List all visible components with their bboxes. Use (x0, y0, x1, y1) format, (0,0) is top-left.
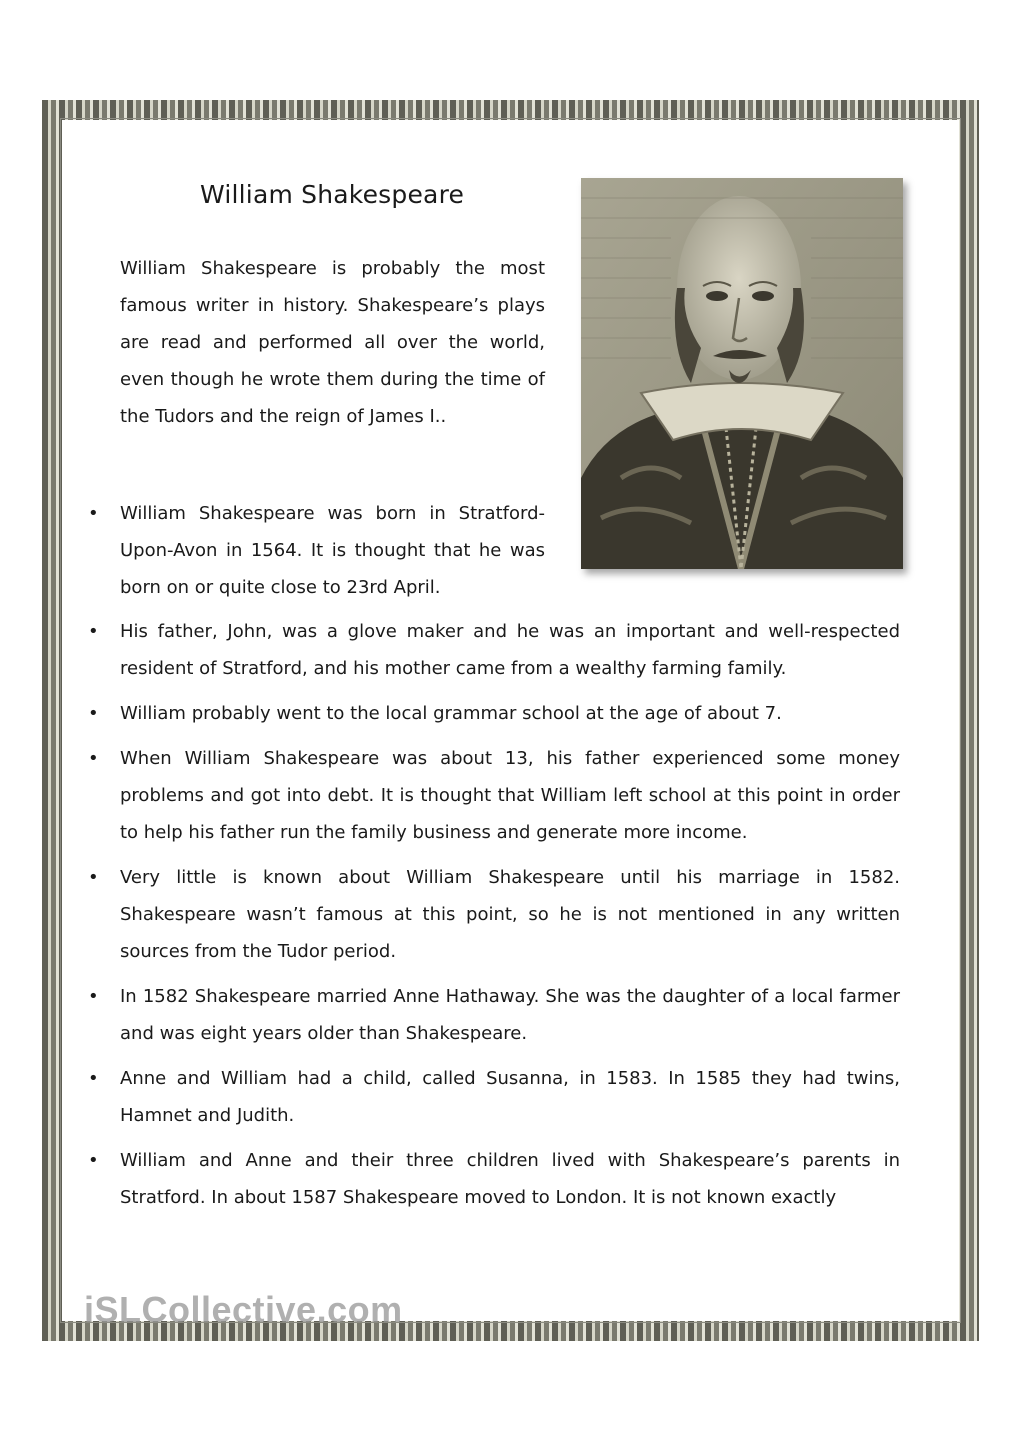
list-item: • His father, John, was a glove maker and he was an important and well-respected resident of Stratford, and his mother came from a wealthy farming family. (88, 613, 900, 687)
facts-list (88, 495, 900, 1224)
watermark: iSLCollective.com (84, 1289, 403, 1330)
list-item: • Very little is known about William Shakespeare until his marriage in 1582. Shakespeare wasn’t famous at this point, so he is not mentioned in any written sources from the Tudor period. (88, 859, 900, 970)
list-item: • William Shakespeare was born in Stratford-Upon-Avon in 1564. It is thought that he was born on or quite close to 23rd April. (88, 495, 545, 606)
list-item: • William and Anne and their three children lived with Shakespeare’s parents in Stratford. In about 1587 Shakespeare moved to London. It is not known exactly (88, 1142, 900, 1216)
page-title: William Shakespeare (200, 180, 465, 209)
list-item: • In 1582 Shakespeare married Anne Hathaway. She was the daughter of a local farmer and was eight years older than Shakespeare. (88, 978, 900, 1052)
list-item: • Anne and William had a child, called Susanna, in 1583. In 1585 they had twins, Hamnet and Judith. (88, 1060, 900, 1134)
intro-paragraph: William Shakespeare is probably the most famous writer in history. Shakespeare’s plays are read and performed all over the world, even though he wrote them during the time of the Tudors and the reign of James I.. (120, 258, 545, 427)
list-item: • When William Shakespeare was about 13, his father experienced some money problems and got into debt. It is thought that William left school at this point in order to help his father run the family business and generate more income. (88, 740, 900, 851)
list-item: • William probably went to the local grammar school at the age of about 7. (88, 695, 900, 732)
